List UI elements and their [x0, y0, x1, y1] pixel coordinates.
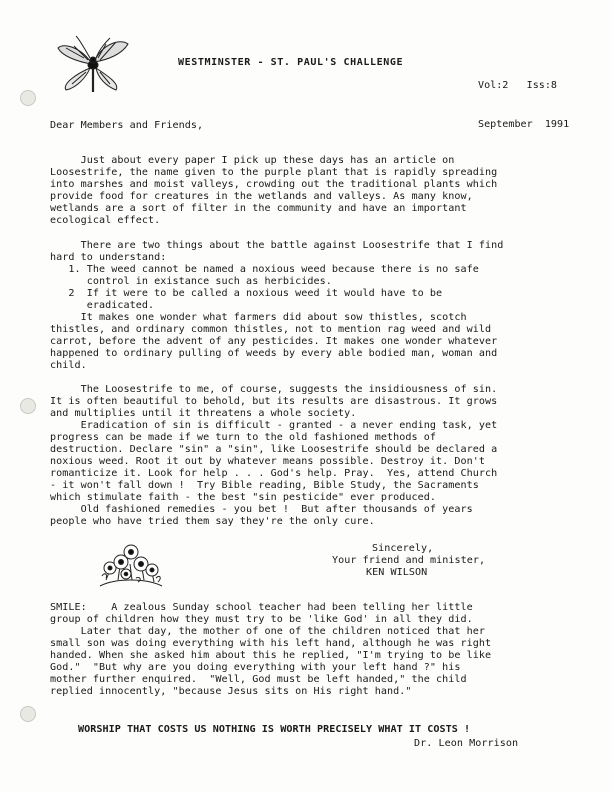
newsletter-title: WESTMINSTER - ST. PAUL'S CHALLENGE — [178, 57, 404, 68]
binder-hole-middle — [20, 398, 36, 414]
list-item: eradicated. — [50, 300, 155, 311]
text-line: progress can be made if we turn to the old fashioned methods of — [50, 432, 436, 443]
list-item: control in existance such as herbicides. — [50, 276, 332, 287]
text-line: handed. When she asked him about this he replied, "I'm trying to be like — [50, 650, 492, 661]
dragonfly-illustration-icon — [54, 34, 132, 96]
volume-issue: Vol:2 Iss:8 — [478, 80, 558, 91]
text-line: God." "But why are you doing everything with your left hand ?" his — [50, 662, 461, 673]
quote-attribution: Dr. Leon Morrison — [414, 738, 519, 749]
text-line: group of children how they must try to be 'like God' in all they did. — [50, 614, 473, 625]
list-item: 1. The weed cannot be named a noxious weed because there is no safe — [50, 264, 479, 275]
text-line: small son was doing everything with his left hand, although he was right — [50, 638, 492, 649]
issue-info — [478, 53, 569, 144]
text-line: replied innocently, "because Jesus sits on His right hand." — [50, 686, 412, 697]
list-item: 2 If it were to be called a noxious weed it would have to be — [50, 288, 443, 299]
text-line: Old fashioned remedies - you bet ! But after thousands of years — [50, 504, 473, 515]
flowers-illustration-icon — [96, 540, 166, 590]
text-line: thistles, and ordinary common thistles, not to mention rag weed and wild — [50, 324, 492, 335]
text-line: ecological effect. — [50, 215, 161, 226]
text-line: It makes one wonder what farmers did about sow thistles, scotch — [50, 312, 467, 323]
text-line: happened to ordinary pulling of weeds by every able bodied man, woman and — [50, 348, 498, 359]
text-line: noxious weed. Root it out by whatever means possible. Destroy it. Don't — [50, 456, 486, 467]
text-line: romanticize it. Look for help . . . God's help. Pray. Yes, attend Church — [50, 468, 498, 479]
text-line: hard to understand: — [50, 252, 167, 263]
text-line: child. — [50, 360, 87, 371]
text-line: Eradication of sin is difficult - granted - a never ending task, yet — [50, 420, 498, 431]
minister-name: KEN WILSON — [366, 567, 428, 578]
issue-date: September 1991 — [478, 119, 570, 130]
text-line: The Loosestrife to me, of course, suggests the insidiousness of sin. — [50, 384, 498, 395]
text-line: people who have tried them say they're the only cure. — [50, 516, 375, 527]
text-line: It is often beautiful to behold, but its results are disastrous. It grows — [50, 396, 498, 407]
text-line: which stimulate faith - the best "sin pesticide" ever produced. — [50, 492, 436, 503]
text-line: Later that day, the mother of one of the children noticed that her — [50, 626, 486, 637]
text-line: provide food for creatures in the wetlands and valleys. As many know, — [50, 191, 473, 202]
text-line: Loosestrife, the name given to the purple plant that is rapidly spreading — [50, 167, 498, 178]
footer-quote: WORSHIP THAT COSTS US NOTHING IS WORTH PRECISELY WHAT IT COSTS ! — [78, 724, 471, 735]
text-line: destruction. Declare "sin" a "sin", like Loosestrife should be declared a — [50, 444, 498, 455]
text-line: carrot, before the advent of any pesticides. It makes one wonder whatever — [50, 336, 498, 347]
binder-hole-bottom — [20, 706, 36, 722]
salutation: Dear Members and Friends, — [50, 120, 204, 131]
text-line: mother further enquired. "Well, God must be left handed," the child — [50, 674, 467, 685]
text-line: - it won't fall down ! Try Bible reading, Bible Study, the Sacraments — [50, 480, 479, 491]
text-line: wetlands are a sort of filter in the community and have an important — [50, 203, 467, 214]
closing-friend: Your friend and minister, — [332, 555, 486, 566]
binder-hole-top — [20, 90, 36, 106]
closing-sincerely: Sincerely, — [372, 543, 434, 554]
text-line: and multiplies until it threatens a whole society. — [50, 408, 357, 419]
text-line: into marshes and moist valleys, crowding out the traditional plants which — [50, 179, 498, 190]
text-line: There are two things about the battle against Loosestrife that I find — [50, 240, 504, 251]
text-line: SMILE: A zealous Sunday school teacher had been telling her little — [50, 602, 473, 613]
text-line: Just about every paper I pick up these days has an article on — [50, 155, 455, 166]
